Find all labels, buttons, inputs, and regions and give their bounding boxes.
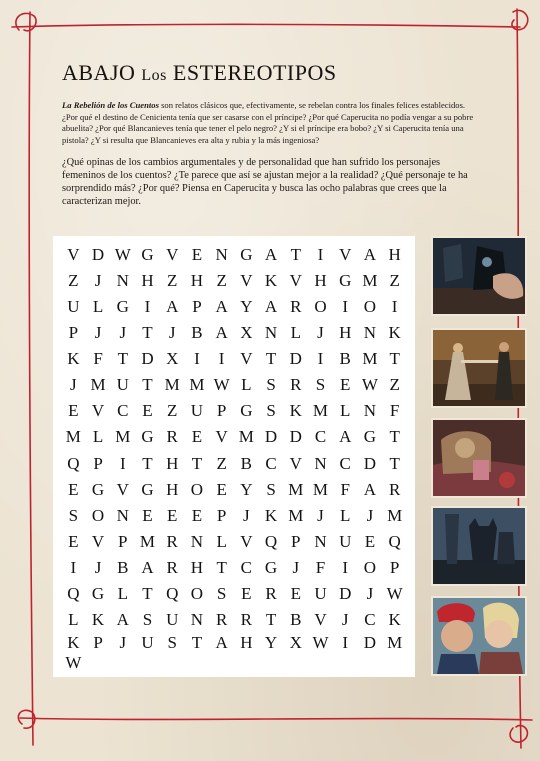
letter-cell: R	[265, 583, 277, 603]
letter-cell: C	[265, 453, 277, 473]
letter-cell: E	[241, 583, 252, 603]
letter-cell: A	[166, 297, 179, 317]
letter-cell: M	[387, 505, 403, 525]
letter-cell: L	[68, 609, 79, 629]
letter-cell: N	[314, 453, 327, 473]
letter-cell: I	[342, 557, 349, 577]
title-word-los: Los	[141, 67, 167, 84]
letter-cell: I	[391, 297, 398, 317]
letter-cell: C	[117, 401, 129, 421]
letter-cell: I	[70, 557, 77, 577]
letter-cell: A	[116, 609, 129, 629]
letter-cell: S	[266, 375, 276, 395]
letter-cell: X	[289, 633, 302, 652]
letter-cell: J	[366, 505, 374, 525]
letter-cell: L	[216, 531, 227, 551]
letter-cell: N	[264, 323, 278, 343]
letter-cell: Y	[264, 633, 278, 652]
letter-cell: K	[264, 505, 278, 525]
letter-cell: I	[342, 633, 349, 652]
letter-cell: B	[290, 609, 302, 629]
letter-cell: M	[362, 271, 378, 291]
letter-cell: D	[141, 349, 154, 369]
letter-cell: P	[68, 323, 79, 343]
letter-cell: E	[191, 427, 203, 447]
letter-cell: T	[290, 245, 301, 265]
letter-cell: N	[363, 401, 377, 421]
letter-cell: V	[289, 271, 302, 291]
letter-cell: P	[93, 453, 103, 473]
letter-cell: F	[93, 349, 103, 369]
letter-cell: O	[91, 505, 105, 525]
letter-cell: E	[142, 401, 153, 421]
letter-cell: J	[119, 633, 127, 652]
letter-cell: L	[117, 583, 128, 603]
letter-cell: M	[164, 375, 180, 395]
word-search-panel	[53, 236, 415, 677]
letter-cell: I	[317, 349, 324, 369]
letter-cell: V	[91, 401, 105, 421]
letter-cell: P	[291, 531, 301, 551]
letter-cell: S	[68, 505, 79, 525]
letter-cell: H	[166, 453, 179, 473]
letter-cell: J	[94, 271, 102, 291]
letter-cell: O	[314, 297, 327, 317]
letter-cell: H	[166, 479, 179, 499]
letter-cell: M	[387, 633, 403, 652]
letter-cell: N	[190, 609, 204, 629]
letter-cell: S	[167, 633, 177, 652]
letter-cell: E	[142, 505, 153, 525]
letter-cell: K	[67, 349, 80, 369]
letter-cell: Q	[264, 531, 278, 551]
letter-cell: V	[166, 245, 179, 265]
letter-cell: M	[139, 531, 156, 551]
letter-cell: M	[362, 349, 378, 369]
letter-cell: F	[315, 557, 326, 577]
letter-cell: Z	[68, 271, 79, 291]
letter-cell: G	[91, 479, 105, 499]
letter-cell: L	[92, 427, 104, 447]
letter-cell: X	[240, 323, 253, 343]
letter-cell: W	[312, 633, 329, 652]
letter-cell: V	[116, 479, 129, 499]
letter-cell: Z	[389, 375, 400, 395]
letter-cell: J	[366, 583, 374, 603]
letter-cell: R	[290, 375, 302, 395]
letter-cell: J	[317, 505, 324, 525]
letter-cell: J	[341, 609, 349, 629]
letter-cell: E	[68, 531, 79, 551]
letter-cell: C	[364, 609, 376, 629]
page-title	[62, 60, 337, 86]
letter-cell: N	[314, 531, 327, 551]
letter-cell: T	[265, 609, 277, 629]
letter-cell: S	[142, 609, 153, 629]
letter-cell: V	[240, 531, 253, 551]
letter-cell: U	[166, 609, 179, 629]
movie-still-wolf	[433, 508, 525, 584]
letter-cell: L	[92, 297, 104, 317]
letter-cell: T	[142, 323, 153, 343]
letter-cell: P	[118, 531, 128, 551]
letter-cell: J	[119, 323, 127, 343]
title-word-estereotipos: ESTEREOTIPOS	[172, 60, 337, 85]
letter-cell: C	[314, 427, 327, 447]
letter-cell: J	[168, 323, 176, 343]
letter-cell: T	[142, 375, 153, 395]
letter-cell: A	[264, 245, 278, 265]
letter-cell: U	[116, 375, 129, 395]
letter-cell: G	[339, 271, 352, 291]
letter-cell: M	[90, 375, 106, 395]
letter-cell: Q	[166, 583, 179, 603]
letter-cell: T	[117, 349, 128, 369]
letter-cell: H	[388, 245, 401, 265]
letter-cell: V	[215, 427, 228, 447]
letter-cell: N	[116, 505, 129, 525]
letter-cell: H	[339, 323, 352, 343]
word-search-grid	[61, 242, 407, 673]
letter-cell: J	[94, 557, 102, 577]
letter-cell: G	[141, 479, 154, 499]
letter-cell: M	[65, 427, 81, 447]
letter-cell: I	[119, 453, 126, 473]
letter-cell: H	[141, 271, 154, 291]
letter-cell: Z	[389, 271, 400, 291]
letter-cell: T	[389, 427, 400, 447]
letter-cell: M	[189, 375, 205, 395]
letter-cell: U	[190, 401, 204, 421]
letter-cell: E	[290, 583, 301, 603]
letter-cell: I	[342, 297, 349, 317]
letter-cell: V	[339, 245, 352, 265]
letter-cell: T	[191, 453, 203, 473]
letter-cell: A	[339, 427, 352, 447]
book-title: La Rebelión de los Cuentos	[62, 100, 159, 110]
letter-cell: X	[166, 349, 179, 369]
letter-cell: E	[364, 531, 376, 551]
letter-cell: G	[264, 557, 278, 577]
letter-cell: Z	[216, 271, 227, 291]
letter-cell: T	[389, 453, 400, 473]
letter-cell: E	[216, 479, 227, 499]
letter-cell: Z	[216, 453, 227, 473]
letter-cell: H	[190, 557, 204, 577]
letter-cell: E	[167, 505, 178, 525]
letter-cell: R	[166, 557, 178, 577]
letter-cell: U	[67, 297, 80, 317]
letter-cell: B	[339, 349, 351, 369]
letter-cell: S	[216, 583, 227, 603]
letter-cell: V	[91, 531, 105, 551]
letter-cell: G	[91, 583, 105, 603]
letter-cell: J	[94, 323, 102, 343]
movie-still-ballroom	[433, 330, 525, 406]
letter-cell: J	[70, 375, 77, 395]
letter-cell: T	[265, 349, 277, 369]
letter-cell: E	[191, 505, 203, 525]
letter-cell: D	[289, 427, 302, 447]
letter-cell: A	[264, 297, 278, 317]
letter-cell: R	[215, 609, 228, 629]
letter-cell: H	[314, 271, 327, 291]
letter-cell: P	[93, 633, 103, 652]
letter-cell: I	[317, 245, 324, 265]
letter-cell: H	[190, 271, 204, 291]
letter-cell: G	[116, 297, 129, 317]
letter-cell: T	[142, 453, 153, 473]
letter-cell: V	[240, 271, 253, 291]
letter-cell: T	[216, 557, 227, 577]
letter-cell: S	[266, 401, 276, 421]
letter-cell: N	[116, 271, 129, 291]
letter-cell: S	[266, 479, 276, 499]
letter-cell: L	[340, 505, 351, 525]
letter-cell: B	[240, 453, 253, 473]
letter-cell: T	[191, 633, 203, 652]
letter-cell: W	[386, 583, 403, 603]
letter-cell: M	[312, 479, 329, 499]
letter-cell: D	[264, 427, 278, 447]
letter-cell: A	[363, 479, 377, 499]
letter-cell: M	[238, 427, 254, 447]
letter-cell: K	[289, 401, 302, 421]
letter-cell: A	[141, 557, 154, 577]
movie-still-bedroom	[433, 420, 525, 496]
letter-cell: A	[215, 323, 228, 343]
letter-cell: U	[314, 583, 327, 603]
letter-cell: W	[213, 375, 230, 395]
letter-cell: P	[216, 505, 227, 525]
letter-cell: P	[216, 401, 227, 421]
letter-cell: Q	[388, 531, 401, 551]
letter-cell: Q	[67, 453, 80, 473]
letter-cell: O	[190, 583, 204, 603]
letter-cell: M	[312, 401, 329, 421]
letter-cell: R	[166, 531, 178, 551]
letter-cell: G	[363, 427, 377, 447]
letter-cell: B	[117, 557, 129, 577]
letter-cell: S	[315, 375, 326, 395]
letter-cell: R	[388, 479, 401, 499]
letter-cell: R	[166, 427, 178, 447]
letter-cell: M	[288, 505, 304, 525]
letter-cell: T	[142, 583, 153, 603]
letter-cell: O	[363, 557, 377, 577]
letter-cell: I	[194, 349, 200, 369]
letter-cell: B	[191, 323, 203, 343]
letter-cell: F	[389, 401, 400, 421]
letter-cell: V	[67, 245, 80, 265]
letter-cell: C	[339, 453, 351, 473]
letter-cell: R	[240, 609, 253, 629]
letter-cell: D	[339, 583, 352, 603]
letter-cell: L	[290, 323, 301, 343]
letter-cell: K	[264, 271, 278, 291]
intro-paragraph	[62, 100, 482, 146]
activity-question: ¿Qué opinas de los cambios argumentales y de personalidad que han sufrido los personajes femeninos de los cuentos? ¿Te parece que así se ajustan mejor a la realidad? ¿Qué personaje te ha sorprendido más? ¿Por qué? Piensa en Caperucita y busca las ocho palabras que crees que la caracterizan mejor.	[62, 157, 468, 207]
letter-cell: K	[388, 609, 401, 629]
letter-cell: I	[144, 297, 151, 317]
letter-cell: J	[243, 505, 250, 525]
letter-cell: Z	[167, 401, 178, 421]
letter-cell: K	[67, 633, 80, 652]
intro-text: son relatos clásicos que, efectivamente, se rebelan contra los finales felices establecidos. ¿Por qué el destino de Cenicienta tenía que ser casarse con el príncipe? ¿Por qué Caperucita no podía vengar a su pobre abuelita? ¿Por qué Blancanieves tenía que tener el pelo negro? ¿Y si el príncipe era bobo? ¿Y si Caperucita tenía una pistola? ¿Y si resulta que Blancanieves era alta y rubia y la más ingeniosa?	[62, 100, 474, 145]
letter-cell: P	[192, 297, 202, 317]
letter-cell: O	[190, 479, 204, 499]
letter-cell: E	[191, 245, 203, 265]
letter-cell: Y	[240, 479, 253, 499]
letter-cell: D	[91, 245, 105, 265]
letter-cell: D	[289, 349, 302, 369]
letter-cell: G	[240, 245, 253, 265]
letter-cell: Y	[240, 297, 253, 317]
letter-cell: Q	[67, 583, 80, 603]
letter-cell: J	[317, 323, 324, 343]
letter-cell: K	[388, 323, 401, 343]
letter-cell: D	[363, 633, 377, 652]
letter-cell: G	[141, 245, 154, 265]
letter-cell: J	[292, 557, 300, 577]
letter-cell: G	[240, 401, 253, 421]
letter-cell: W	[65, 653, 82, 672]
letter-cell: N	[215, 245, 228, 265]
letter-cell: L	[340, 401, 351, 421]
title-word-abajo: ABAJO	[62, 60, 136, 85]
letter-cell: L	[241, 375, 252, 395]
letter-cell: V	[314, 609, 327, 629]
letter-cell: K	[91, 609, 105, 629]
letter-cell: E	[68, 401, 79, 421]
letter-cell: V	[240, 349, 253, 369]
movie-still-villain	[433, 238, 525, 314]
letter-cell: E	[68, 479, 79, 499]
letter-cell: A	[363, 245, 377, 265]
letter-cell: M	[288, 479, 304, 499]
letter-cell: V	[289, 453, 302, 473]
letter-cell: I	[218, 349, 225, 369]
letter-cell: N	[190, 531, 204, 551]
letter-cell: O	[363, 297, 377, 317]
letter-cell: Z	[167, 271, 178, 291]
letter-cell: F	[340, 479, 350, 499]
letter-cell: U	[339, 531, 352, 551]
letter-cell: M	[115, 427, 131, 447]
letter-cell: W	[114, 245, 131, 265]
letter-cell: N	[363, 323, 377, 343]
letter-cell: T	[389, 349, 400, 369]
letter-cell: E	[340, 375, 351, 395]
letter-cell: A	[215, 297, 228, 317]
letter-cell: D	[363, 453, 377, 473]
letter-cell: R	[290, 297, 302, 317]
letter-cell: G	[141, 427, 154, 447]
letter-cell: W	[361, 375, 378, 395]
letter-cell: H	[240, 633, 253, 652]
letter-cell: C	[240, 557, 253, 577]
letter-cell: A	[215, 633, 228, 652]
letter-cell: P	[389, 557, 400, 577]
movie-still-couple	[433, 598, 525, 674]
letter-cell: U	[141, 633, 154, 652]
